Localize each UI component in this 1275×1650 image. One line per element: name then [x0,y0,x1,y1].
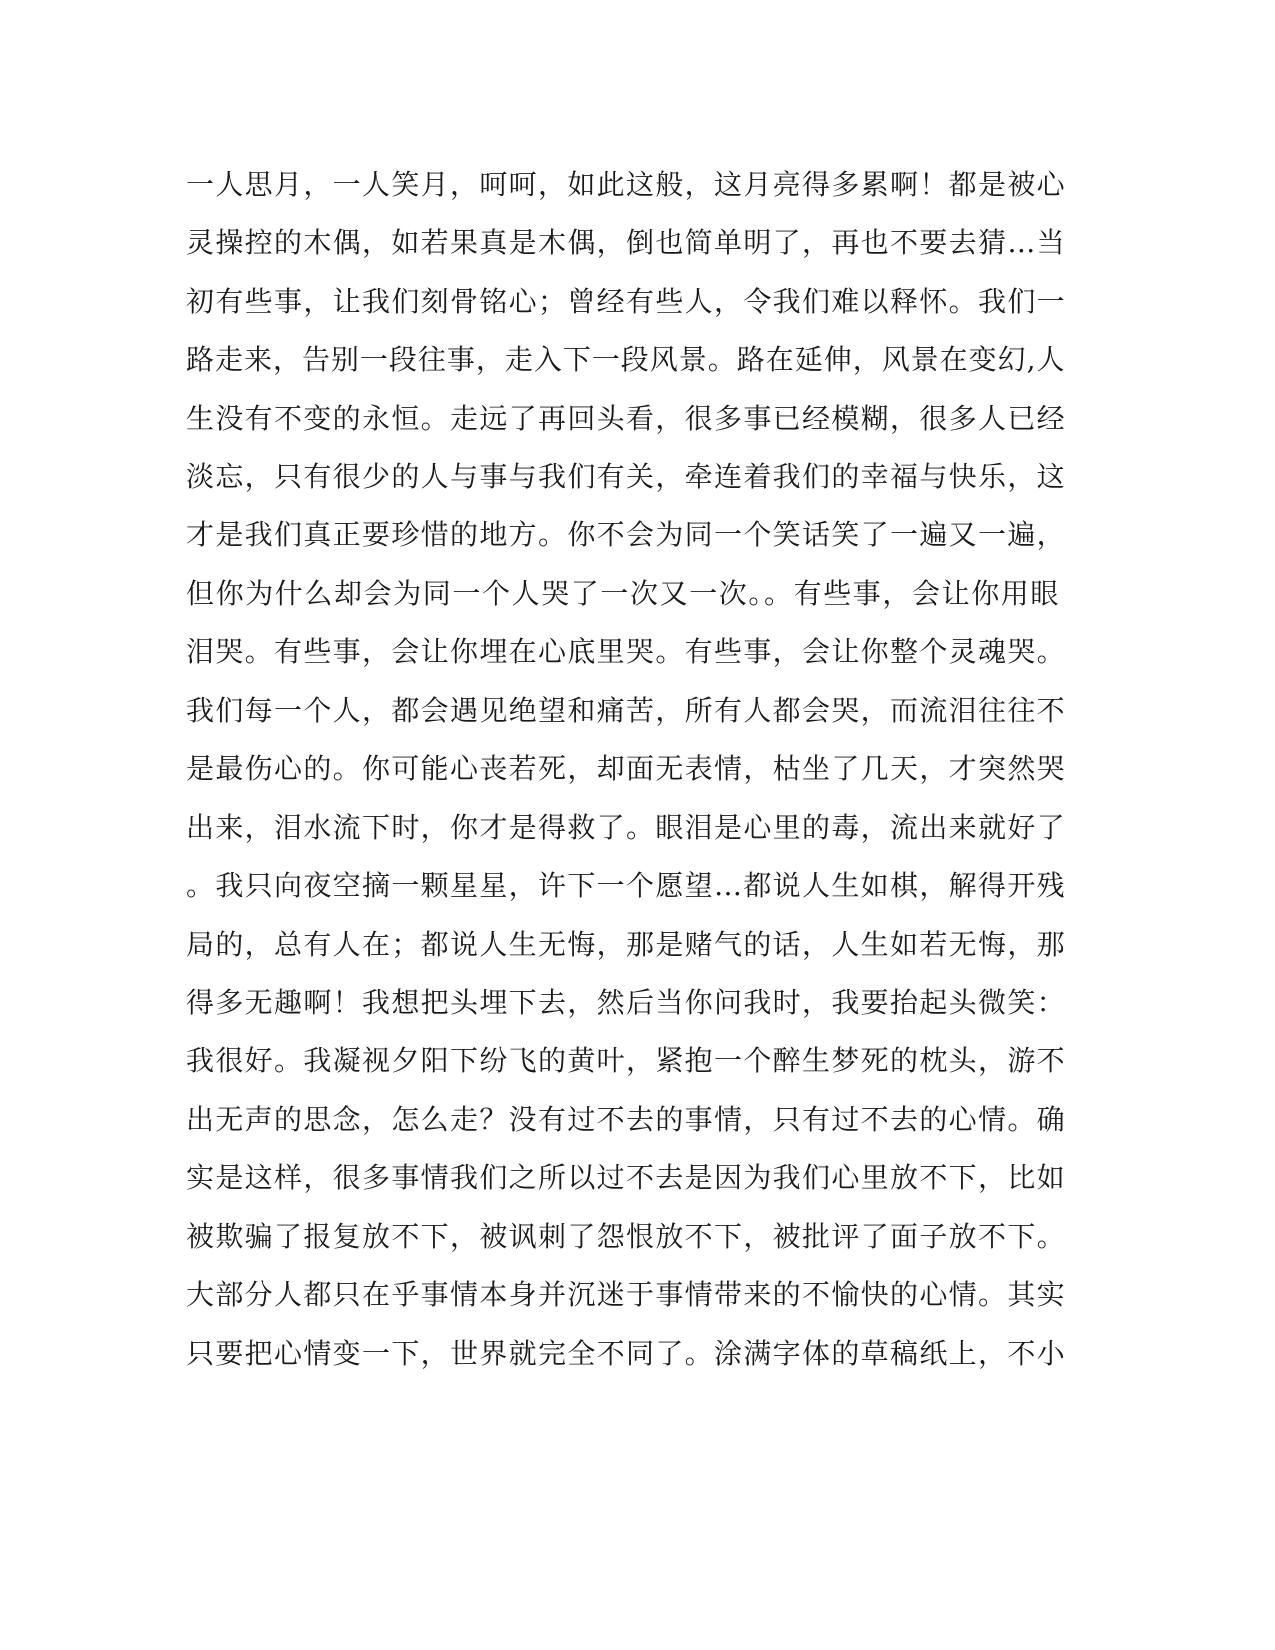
text-line: 淡忘，只有很少的人与事与我们有关，牵连着我们的幸福与快乐，这 [186,460,1067,493]
text-line: 路走来，告别一段往事，走入下一段风景。路在延伸，风景在变幻,人 [186,343,1066,376]
text-line: 泪哭。有些事，会让你埋在心底里哭。有些事，会让你整个灵魂哭。 [186,635,1067,668]
text-line: 局的，总有人在；都说人生无悔，那是赌气的话，人生如若无悔，那 [186,928,1067,961]
text-line: 初有些事，让我们刻骨铭心；曾经有些人，令我们难以释怀。我们一 [186,285,1067,318]
text-line: 实是这样，很多事情我们之所以过不去是因为我们心里放不下，比如 [186,1161,1067,1194]
text-line: 出无声的思念，怎么走？没有过不去的事情，只有过不去的心情。确 [186,1103,1067,1136]
text-line: 我很好。我凝视夕阳下纷飞的黄叶，紧抱一个醉生梦死的枕头，游不 [186,1044,1067,1077]
text-line: 才是我们真正要珍惜的地方。你不会为同一个笑话笑了一遍又一遍， [186,518,1067,551]
text-line: 得多无趣啊！我想把头埋下去，然后当你问我时，我要抬起头微笑： [186,986,1067,1019]
text-line: 灵操控的木偶，如若果真是木偶，倒也简单明了，再也不要去猜…当 [186,226,1067,259]
text-line: 只要把心情变一下，世界就完全不同了。涂满字体的草稿纸上，不小 [186,1337,1067,1370]
text-line: 大部分人都只在乎事情本身并沉迷于事情带来的不愉快的心情。其实 [186,1278,1067,1311]
text-line: 但你为什么却会为同一个人哭了一次又一次。。有些事，会让你用眼 [186,577,1061,610]
text-line: 被欺骗了报复放不下，被讽刺了怨恨放不下，被批评了面子放不下。 [186,1220,1067,1253]
text-line: 生没有不变的永恒。走远了再回头看，很多事已经模糊，很多人已经 [186,402,1067,435]
text-line: 一人思月，一人笑月，呵呵，如此这般，这月亮得多累啊！都是被心 [186,168,1067,201]
text-line: 我们每一个人，都会遇见绝望和痛苦，所有人都会哭，而流泪往往不 [186,694,1067,727]
text-line: 出来，泪水流下时，你才是得救了。眼泪是心里的毒，流出来就好了 [186,811,1067,844]
text-line: 。我只向夜空摘一颗星星，许下一个愿望…都说人生如棋，解得开残 [186,869,1067,902]
text-line: 是最伤心的。你可能心丧若死，却面无表情，枯坐了几天，才突然哭 [186,752,1067,785]
